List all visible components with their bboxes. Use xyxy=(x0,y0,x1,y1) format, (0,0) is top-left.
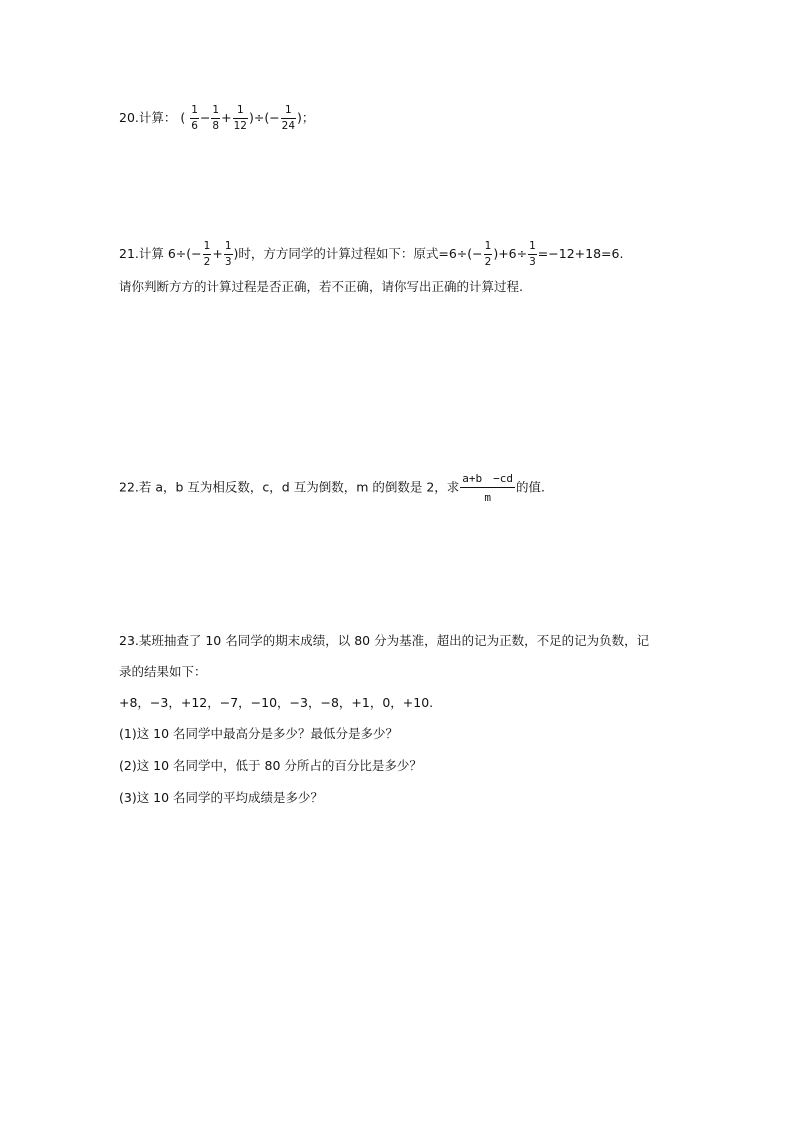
q20-fraction-4-numerator: 1 xyxy=(281,104,296,119)
q23-line-1: 23.某班抽查了 10 名同学的期末成绩，以 80 分为基准，超出的记为正数，不足的记为负数，记 xyxy=(119,633,650,648)
q21-fraction-2 xyxy=(224,240,233,269)
q21-fraction-3-numerator: 1 xyxy=(484,240,493,255)
question-20 xyxy=(119,104,314,133)
q21-fraction-2-denominator: 3 xyxy=(224,256,232,268)
q21-fraction-4 xyxy=(528,240,537,269)
q20-fraction-1-numerator: 1 xyxy=(190,104,199,119)
q20-fraction-2 xyxy=(211,104,220,133)
q21-part-3: )+6÷ xyxy=(493,246,528,261)
q21-fraction-4-denominator: 3 xyxy=(529,256,536,268)
q20-operator-1: − xyxy=(199,110,211,125)
q20-fraction-3-denominator: 12 xyxy=(233,120,247,132)
q22-fraction xyxy=(460,472,515,504)
q20-label: 20.计算： xyxy=(119,110,177,125)
q20-fraction-1-denominator: 6 xyxy=(191,120,198,132)
q20-fraction-2-denominator: 8 xyxy=(212,120,220,132)
q21-fraction-3-denominator: 2 xyxy=(484,256,492,268)
q20-divide: )÷(− xyxy=(248,110,280,125)
q21-part-1: 21.计算 6÷(− xyxy=(119,246,202,261)
q22-fraction-numerator: a+b −cd xyxy=(460,472,515,488)
q23-subquestion-1: (1)这 10 名同学中最高分是多少？最低分是多少？ xyxy=(119,726,399,741)
q23-data-values: +8，−3，+12，−7，−10，−3，−8，+1，0，+10. xyxy=(119,695,434,710)
q20-open-paren: ( xyxy=(180,110,186,125)
q23-subquestion-2: (2)这 10 名同学中，低于 80 分所占的百分比是多少？ xyxy=(119,758,422,773)
q20-fraction-1 xyxy=(190,104,199,133)
q20-fraction-2-numerator: 1 xyxy=(211,104,220,119)
q20-fraction-4 xyxy=(281,104,296,133)
q20-end: )； xyxy=(297,110,315,125)
q21-operator-1: + xyxy=(212,246,223,261)
q21-fraction-1-denominator: 2 xyxy=(203,256,211,268)
q21-fraction-1-numerator: 1 xyxy=(203,240,212,255)
q20-fraction-3-numerator: 1 xyxy=(233,104,248,119)
q20-operator-2: + xyxy=(221,110,232,125)
q22-fraction-denominator: m xyxy=(484,491,491,504)
q21-part-2: )时，方方同学的计算过程如下：原式=6÷(− xyxy=(233,246,483,261)
q21-fraction-2-numerator: 1 xyxy=(224,240,233,255)
q21-fraction-3 xyxy=(484,240,493,269)
q22-part-1: 22.若 a，b 互为相反数，c，d 互为倒数，m 的倒数是 2，求 xyxy=(119,479,460,495)
q20-fraction-4-denominator: 24 xyxy=(281,120,296,132)
q21-fraction-1 xyxy=(203,240,212,269)
q21-fraction-4-numerator: 1 xyxy=(528,240,537,255)
q23-line-2: 录的结果如下： xyxy=(119,664,207,679)
q22-part-2: 的值. xyxy=(516,479,546,495)
q20-fraction-3 xyxy=(233,104,248,133)
question-21 xyxy=(119,240,623,269)
q21-instruction: 请你判断方方的计算过程是否正确，若不正确，请你写出正确的计算过程. xyxy=(119,279,523,294)
q23-subquestion-3: (3)这 10 名同学的平均成绩是多少？ xyxy=(119,790,324,805)
question-22 xyxy=(119,472,545,504)
q21-part-4: =−12+18=6. xyxy=(537,246,624,261)
